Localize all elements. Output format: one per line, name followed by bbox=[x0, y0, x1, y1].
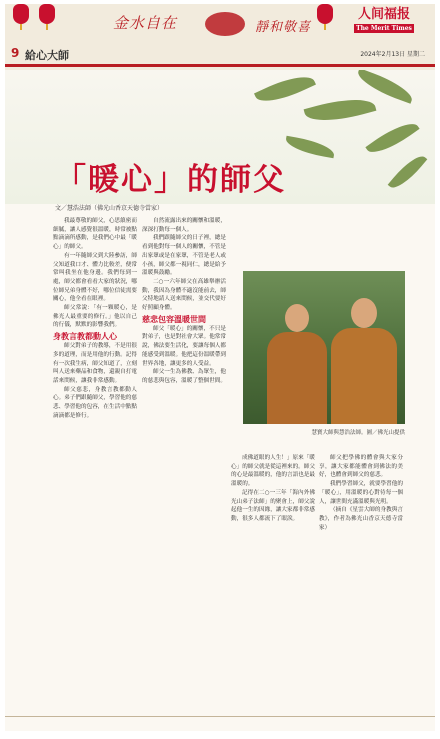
lantern-icon bbox=[39, 4, 55, 24]
monks-photo bbox=[243, 271, 405, 424]
paragraph: 二○一六年師父在高雄舉辦活動，我因為身體不適沒能前去，師父特地請人送來問候，並交代要好好照顧身體。 bbox=[142, 278, 226, 312]
calligraphy-right: 靜和敬喜 bbox=[255, 20, 312, 35]
article-column-4 bbox=[319, 454, 403, 704]
column-name: 給心大師 bbox=[25, 49, 69, 62]
newspaper-page bbox=[5, 4, 435, 731]
robe-shape bbox=[331, 328, 397, 424]
photo-caption: 慧寶大師與慧浩法師。圖／佛光山提供 bbox=[311, 430, 405, 436]
leaf-shape bbox=[254, 70, 316, 110]
masthead-logo bbox=[343, 7, 425, 33]
paragraph: 師父把學佛的體會與大家分享，讓大家都能體會到佛法的美好，也體會到師父的慈悲。 bbox=[319, 455, 403, 479]
monk-figure bbox=[331, 298, 397, 424]
leaf-shape bbox=[388, 150, 428, 193]
head-shape bbox=[285, 304, 309, 332]
article-column-2 bbox=[142, 217, 226, 707]
paragraph: 我們學習師父，就要學習他的「暖心」，用溫暖的心對待每一個人，讓世間充滿溫暖與光明。 bbox=[319, 481, 403, 505]
paragraph: 自然流露出來的關懷和溫暖，深深打動每一個人。 bbox=[142, 218, 226, 233]
seal-icon bbox=[205, 12, 245, 36]
subheading: 身教言教都動人心 bbox=[53, 331, 117, 342]
subheading: 慈悲包容溫暖世間 bbox=[142, 313, 206, 324]
bottom-divider bbox=[5, 716, 435, 717]
paragraph: （摘自《星雲大師的身教與言教》，作者為佛光山香京天德寺當家） bbox=[319, 507, 403, 531]
leaf-shape bbox=[365, 116, 419, 161]
paragraph: 師父對弟子的教導，不是用很多的道理，而是用他的行動。記得有一次我生病，師父知道了，立刻叫人送來藥品和食物，還親自打電話來問候，讓我非常感動。 bbox=[53, 343, 137, 384]
article-headline: 「暖心」的師父 bbox=[55, 162, 286, 198]
leaf-shape bbox=[284, 136, 336, 158]
paragraph: 記得在二○一三年「海內外佛光山弟子法師」的聚會上，師父說起他一生的因緣，讓大家都非常感動，很多人都流下了眼淚。 bbox=[231, 489, 315, 522]
paragraph: 我最尊敬的師父，心思縝密而細膩，讓人感覺很溫暖，時常被點點滴滴所感動，是我們心中最「暖心」的師父。 bbox=[53, 218, 137, 251]
lantern-icon bbox=[317, 4, 333, 24]
head-shape bbox=[351, 298, 377, 328]
paragraph: 我們跟隨師父的日子裡，總是看到他對每一個人的關懷，不管是出家眾或是在家眾，不管是老人或小孩，師父都一視同仁，總是給予溫暖與鼓勵。 bbox=[142, 235, 226, 277]
paragraph: 師父常說：「有一顆暖心，是佛光人最重要的修行。」他以自己的行儀，默默的影響我們。 bbox=[53, 305, 137, 329]
paragraph: 有一年隨師父到大陸參訪，師父知道我口才、體力比較差，便常常叫我坐在他身邊。我們每到一處，師父都會看看大家的狀況，哪位師兄弟身體不好，哪位信徒需要關心，他全看在眼裡。 bbox=[53, 252, 137, 303]
paragraph: 師父「暖心」的關懷，不只是對弟子，也是對社會大眾。他常常說，佛法要生活化，要讓每個人都能感受到溫暖。他把這份溫暖帶到世界各地，讓更多的人受益。 bbox=[142, 325, 226, 367]
page-header bbox=[5, 4, 435, 70]
paragraph: 成佛道眼的人生！」原來「暖心」的師父就是從這裡來的。師父的心是最溫暖的，他的言語也是最溫暖的。 bbox=[231, 455, 315, 488]
lantern-icon bbox=[13, 4, 29, 24]
masthead-english: The Merit Times bbox=[354, 24, 414, 33]
monk-figure bbox=[267, 304, 327, 424]
article-column-3 bbox=[231, 454, 315, 704]
header-divider bbox=[5, 64, 435, 67]
paragraph: 師父一生為佛教、為眾生，他的慈悲與包容，溫暖了整個世間。 bbox=[142, 369, 226, 384]
issue-date: 2024年2月13日 星期二 bbox=[360, 51, 425, 58]
article-byline: 文／慧浩法師（佛光山香京天德寺當家） bbox=[55, 205, 164, 212]
paragraph: 師父慈悲，身教言教都動人心。弟子們跟隨師父，學習他的慈悲、學習他的包容，在生活中點點滴滴都是修行。 bbox=[53, 386, 137, 419]
calligraphy-left: 金水自在 bbox=[113, 14, 178, 32]
page-number: 9 bbox=[11, 46, 20, 60]
leaf-shape bbox=[354, 70, 416, 104]
article-column-1 bbox=[53, 217, 137, 707]
masthead-name: 人间福报 bbox=[357, 7, 410, 22]
leaf-shape bbox=[304, 91, 377, 128]
robe-shape bbox=[267, 332, 327, 424]
